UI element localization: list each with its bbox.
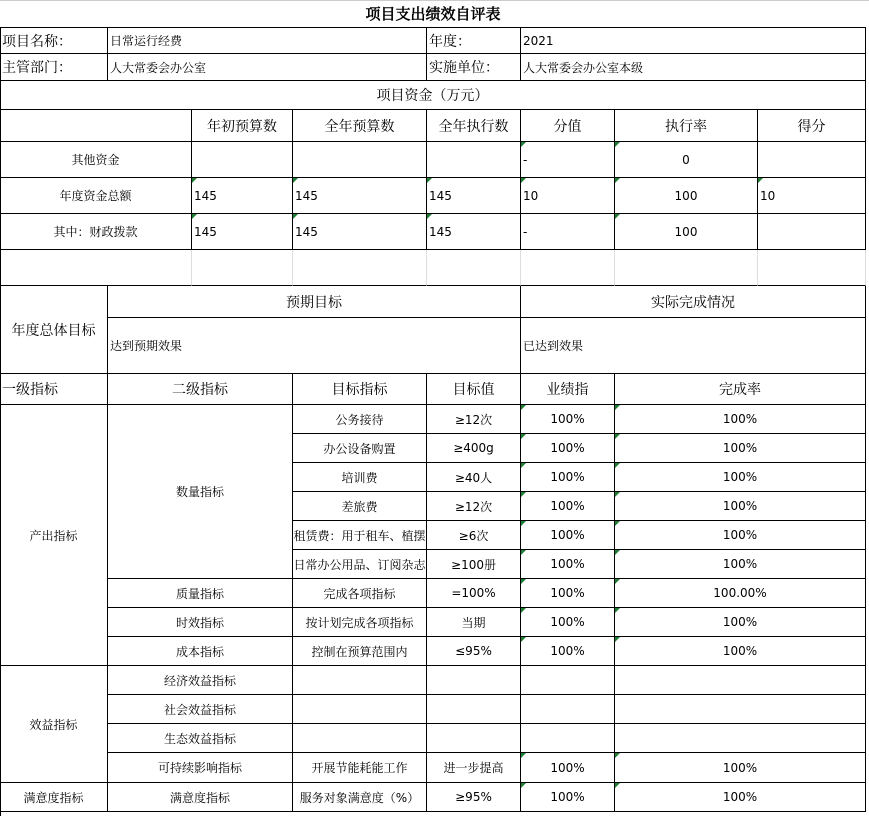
funds-header-score: 得分 [758, 110, 866, 142]
indicator-target-cell[interactable] [293, 724, 427, 753]
funds-cell[interactable]: 145 [293, 178, 427, 214]
indicator-value-cell[interactable]: ≥12次 [427, 492, 521, 521]
funds-cell[interactable] [293, 142, 427, 178]
funds-header-executed: 全年执行数 [427, 110, 521, 142]
funds-cell[interactable]: 10 [758, 178, 866, 214]
indicator-target-cell[interactable] [293, 695, 427, 724]
spacer-cell [615, 250, 758, 286]
indicator-value-cell[interactable]: ≤95% [427, 637, 521, 666]
indicator-performance-cell[interactable] [521, 666, 615, 695]
expected-goal-header: 预期目标 [108, 286, 521, 318]
indicator-completion-cell[interactable] [615, 695, 866, 724]
indicator-completion-cell[interactable]: 100% [615, 492, 866, 521]
funds-cell[interactable] [427, 142, 521, 178]
funds-cell[interactable]: - [521, 142, 615, 178]
indicator-value-cell[interactable]: ≥40人 [427, 463, 521, 492]
funds-header-blank [0, 110, 192, 142]
indicator-completion-cell[interactable] [615, 666, 866, 695]
funds-cell[interactable]: 10 [521, 178, 615, 214]
indicator-header-value: 目标值 [427, 374, 521, 405]
funds-row-label-fiscal: 其中：财政拨款 [0, 214, 192, 250]
indicator-performance-cell[interactable]: 100% [521, 637, 615, 666]
indicator-target-cell[interactable]: 按计划完成各项指标 [293, 608, 427, 637]
funds-cell[interactable] [758, 214, 866, 250]
indicator-header-completion: 完成率 [615, 374, 866, 405]
indicator-performance-cell[interactable] [521, 724, 615, 753]
indicator-performance-cell[interactable]: 100% [521, 434, 615, 463]
funds-cell[interactable]: 145 [293, 214, 427, 250]
indicator-value-cell[interactable] [427, 695, 521, 724]
spacer-cell [758, 250, 866, 286]
level1-benefit: 效益指标 [0, 666, 108, 783]
funds-cell[interactable]: 100 [615, 178, 758, 214]
indicator-target-cell[interactable]: 租赁费：用于租车、植摆 [293, 521, 427, 550]
project-name-value[interactable]: 日常运行经费 [108, 28, 427, 54]
indicator-target-cell[interactable]: 差旅费 [293, 492, 427, 521]
indicator-value-cell[interactable]: ≥100册 [427, 550, 521, 579]
indicator-completion-cell[interactable]: 100% [615, 463, 866, 492]
indicator-performance-cell[interactable]: 100% [521, 492, 615, 521]
indicator-performance-cell[interactable]: 100% [521, 463, 615, 492]
spacer-cell [192, 250, 293, 286]
indicator-completion-cell[interactable]: 100% [615, 405, 866, 434]
actual-result-header: 实际完成情况 [521, 286, 866, 318]
indicator-target-cell[interactable] [293, 666, 427, 695]
indicator-header-level1: 一级指标 [0, 374, 108, 405]
indicator-completion-cell[interactable]: 100% [615, 637, 866, 666]
indicator-performance-cell[interactable]: 100% [521, 783, 615, 812]
indicator-value-cell[interactable]: ≥12次 [427, 405, 521, 434]
level2-social: 社会效益指标 [108, 695, 293, 724]
funds-cell[interactable] [758, 142, 866, 178]
spacer-cell [293, 250, 427, 286]
spacer-cell [521, 250, 615, 286]
indicator-value-cell[interactable]: =100% [427, 579, 521, 608]
indicator-value-cell[interactable] [427, 724, 521, 753]
indicator-value-cell[interactable] [427, 666, 521, 695]
indicator-target-cell[interactable]: 日常办公用品、订阅杂志 [293, 550, 427, 579]
funds-cell[interactable]: 145 [427, 178, 521, 214]
indicator-target-cell[interactable]: 公务接待 [293, 405, 427, 434]
indicator-completion-cell[interactable]: 100% [615, 753, 866, 783]
level2-quantity: 数量指标 [108, 405, 293, 579]
indicator-value-cell[interactable]: ≥400g [427, 434, 521, 463]
level2-timeliness: 时效指标 [108, 608, 293, 637]
dept-value[interactable]: 人大常委会办公室 [108, 54, 427, 81]
level2-ecological: 生态效益指标 [108, 724, 293, 753]
funds-cell[interactable]: 145 [192, 214, 293, 250]
unit-value[interactable]: 人大常委会办公室本级 [521, 54, 866, 81]
indicator-target-cell[interactable]: 服务对象满意度（%） [293, 783, 427, 812]
funds-row-label-other: 其他资金 [0, 142, 192, 178]
project-name-label: 项目名称： [0, 28, 108, 54]
level1-satisfaction: 满意度指标 [0, 783, 108, 812]
indicator-target-cell[interactable]: 控制在预算范围内 [293, 637, 427, 666]
actual-result-text[interactable]: 已达到效果 [521, 318, 866, 374]
dept-label: 主管部门： [0, 54, 108, 81]
expected-goal-text[interactable]: 达到预期效果 [108, 318, 521, 374]
annual-goal-label: 年度总体目标 [0, 286, 108, 374]
level2-cost: 成本指标 [108, 637, 293, 666]
indicator-performance-cell[interactable]: 100% [521, 405, 615, 434]
year-label: 年度： [427, 28, 521, 54]
funds-cell[interactable]: 100 [615, 214, 758, 250]
indicator-completion-cell[interactable] [615, 724, 866, 753]
level2-economic: 经济效益指标 [108, 666, 293, 695]
indicator-target-cell[interactable]: 完成各项指标 [293, 579, 427, 608]
spacer-cell [0, 250, 192, 286]
indicator-completion-cell[interactable]: 100.00% [615, 579, 866, 608]
indicator-target-cell[interactable]: 培训费 [293, 463, 427, 492]
funds-cell[interactable] [192, 142, 293, 178]
funds-cell[interactable]: 145 [192, 178, 293, 214]
funds-section-title: 项目资金（万元） [0, 81, 866, 110]
indicator-completion-cell[interactable]: 100% [615, 550, 866, 579]
indicator-value-cell[interactable]: ≥6次 [427, 521, 521, 550]
page-title: 项目支出绩效自评表 [0, 0, 866, 28]
funds-header-score-value: 分值 [521, 110, 615, 142]
indicator-performance-cell[interactable]: 100% [521, 753, 615, 783]
indicator-completion-cell[interactable]: 100% [615, 608, 866, 637]
indicator-performance-cell[interactable]: 100% [521, 550, 615, 579]
indicator-completion-cell[interactable]: 100% [615, 521, 866, 550]
spacer-cell [427, 250, 521, 286]
level2-satisfaction: 满意度指标 [108, 783, 293, 812]
indicator-header-target: 目标指标 [293, 374, 427, 405]
indicator-completion-cell[interactable]: 100% [615, 434, 866, 463]
year-value[interactable]: 2021 [521, 28, 866, 54]
indicator-value-cell[interactable]: 当期 [427, 608, 521, 637]
funds-cell[interactable]: 0 [615, 142, 758, 178]
funds-header-initial-budget: 年初预算数 [192, 110, 293, 142]
indicator-performance-cell[interactable] [521, 695, 615, 724]
indicator-completion-cell[interactable]: 100% [615, 783, 866, 812]
funds-cell[interactable]: 145 [427, 214, 521, 250]
level1-output: 产出指标 [0, 405, 108, 666]
indicator-target-cell[interactable]: 开展节能耗能工作 [293, 753, 427, 783]
funds-cell[interactable]: - [521, 214, 615, 250]
funds-header-annual-budget: 全年预算数 [293, 110, 427, 142]
level2-sustainable: 可持续影响指标 [108, 753, 293, 783]
level2-quality: 质量指标 [108, 579, 293, 608]
funds-header-exec-rate: 执行率 [615, 110, 758, 142]
indicator-performance-cell[interactable]: 100% [521, 579, 615, 608]
indicator-performance-cell[interactable]: 100% [521, 521, 615, 550]
indicator-value-cell[interactable]: 进一步提高 [427, 753, 521, 783]
unit-label: 实施单位： [427, 54, 521, 81]
indicator-value-cell[interactable]: ≥95% [427, 783, 521, 812]
indicator-header-level2: 二级指标 [108, 374, 293, 405]
indicator-target-cell[interactable]: 办公设备购置 [293, 434, 427, 463]
indicator-header-performance: 业绩指 [521, 374, 615, 405]
funds-row-label-total: 年度资金总额 [0, 178, 192, 214]
indicator-performance-cell[interactable]: 100% [521, 608, 615, 637]
